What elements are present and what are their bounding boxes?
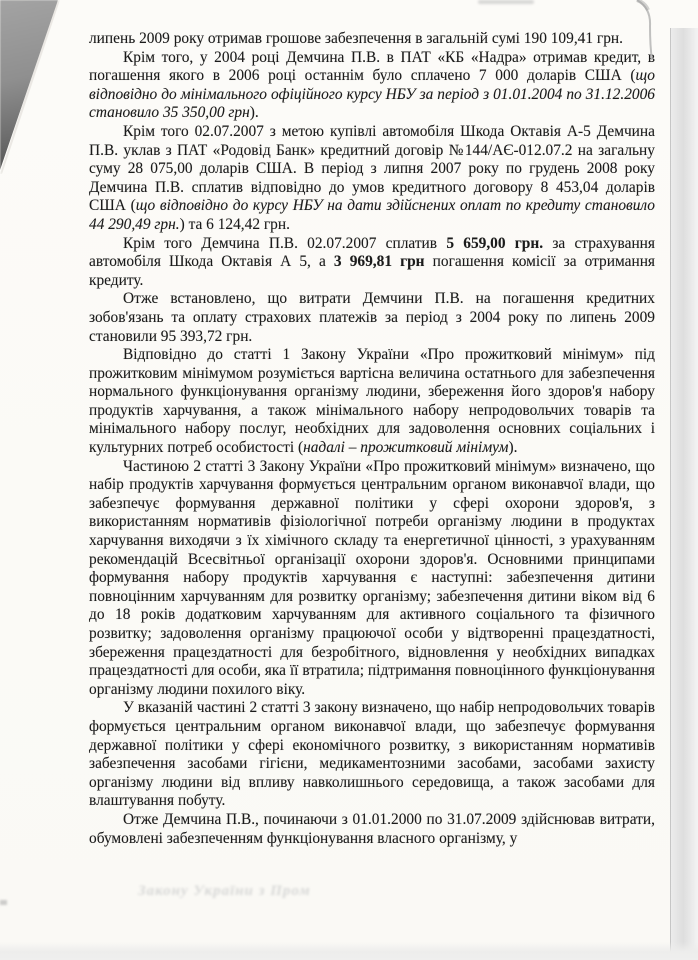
scan-artifact-smudge <box>478 0 534 4</box>
text-segment: ) та 6 124,42 грн. <box>179 215 290 233</box>
paragraph <box>89 290 655 346</box>
page-curl-icon <box>628 0 674 62</box>
text-segment: липень 2009 року отримав грошове забезпечення в загальній сумі 190 109,41 грн. <box>89 30 624 47</box>
paragraph <box>89 699 655 811</box>
paragraph <box>89 458 655 700</box>
text-segment: Крім того Демчина П.В. 02.07.2007 сплатив <box>123 234 447 252</box>
scan-artifact-edge-mark <box>0 900 7 905</box>
paragraph <box>89 235 655 291</box>
text-segment: Частиною 2 статті 3 Закону України «Про прожитковий мінімум» визначено, що набір продуктів харчування формується центральним органом виконавчої влади, що забезпечує формування державної політики у сфері охорони здоров'я, з використанням нормативів фізіологічної потреби організму людини в продуктах харчування виходячи з їх хімічного складу та енергетичної цінності, з урахуванням рекомендацій Всесвітньої організації охорони здоров'я. Основними принципами формування набору продуктів харчування є наступні: забезпечення дитини повноцінним харчуванням для розвитку організму; забезпечення дитини віком від 6 до 18 років додатковим харчуванням для активного соціального та фізичного розвитку; задоволення організму працюючої особи у відтворенні працездатності, збереження працездатності для безробітного, відновлення у необхідних випадках працездатності для особи, яка її втратила; підтримання повноцінного функціонування організму людини похилого віку. <box>89 457 655 698</box>
paragraph <box>89 346 655 458</box>
text-segment: Отже Демчина П.В., починаючи з 01.01.2000 по 31.07.2009 здійснював витрати, обумовлені забезпеченням функціонування власного організму, у <box>89 810 655 847</box>
text-segment: Крім того 02.07.2007 з метою купівлі автомобіля Шкода Октавія А-5 Демчина П.В. уклав з ПАТ «Родовід Банк» кредитний договір №144/АЄ-012.07.2 на загальну суму 28 075,00 доларів США. В період з липня 2007 року по грудень 2008 року Демчина П.В. сплатив відповідно до умов кредитного договору 8 453,04 доларів США ( <box>89 122 655 215</box>
paragraph <box>89 811 655 848</box>
text-segment: що відповідно до мінімального офіційного курсу НБУ за період з 01.01.2004 по 31.12.2006 становило 35 350,00 грн <box>89 67 655 122</box>
text-segment: погашення комісії за отримання кредиту. <box>89 253 656 289</box>
scan-background-bottom <box>0 942 698 960</box>
text-segment: 3 969,81 грн <box>333 253 425 271</box>
text-segment: що відповідно до курсу НБУ на дати здійснених оплат по кредиту становило 44 290,49 грн. <box>89 197 655 233</box>
text-segment: Отже встановлено, що витрати Демчини П.В. на погашення кредитних зобов'язань та оплату страхових платежів за період з 2004 року по липень 2009 становили 95 393,72 грн. <box>89 290 655 345</box>
text-segment: за страхування автомобіля Шкода Октавія А 5, а <box>89 234 655 271</box>
text-segment: надалі – прожитковий мінімум <box>303 439 509 457</box>
text-segment: ). <box>249 104 259 122</box>
text-segment: Крім того, у 2004 році Демчина П.В. в ПАТ «КБ «Надра» отримав кредит, в погашення якого в 2006 році останнім було сплачено 7 000 доларів США ( <box>89 48 655 85</box>
text-segment: Відповідно до статті 1 Закону України «Про прожитковий мінімум» під прожитковим мінімумом розуміється вартісна величина остатнього для забезпечення нормального функціонування організму людини, збереження його здоров'я набору продуктів харчування, а також мінімального набору непродовольчих товарів та мінімального набору послуг, необхідних для задоволення основних соціальних і культурних потреб особистості ( <box>89 346 655 457</box>
text-segment: ). <box>508 439 518 457</box>
text-segment: 5 659,00 грн. <box>446 234 544 252</box>
scan-background-right <box>670 28 698 960</box>
paragraph <box>89 123 655 235</box>
paragraph <box>89 30 655 49</box>
bleedthrough-text: Закону України з Пром <box>138 883 311 899</box>
paragraph <box>89 49 655 123</box>
document-text <box>89 30 655 848</box>
text-segment: У вказаній частині 2 статті 3 закону визначено, що набір непродовольчих товарів формується центральним органом виконавчої влади, що забезпечує формування державної політики у сфері економічного розвитку, з використанням нормативів забезпечення засобами гігієни, медикаментозними засобами, засобами захисту організму людини від впливу навколишнього середовища, а також засобами для влаштування побуту. <box>89 699 655 810</box>
